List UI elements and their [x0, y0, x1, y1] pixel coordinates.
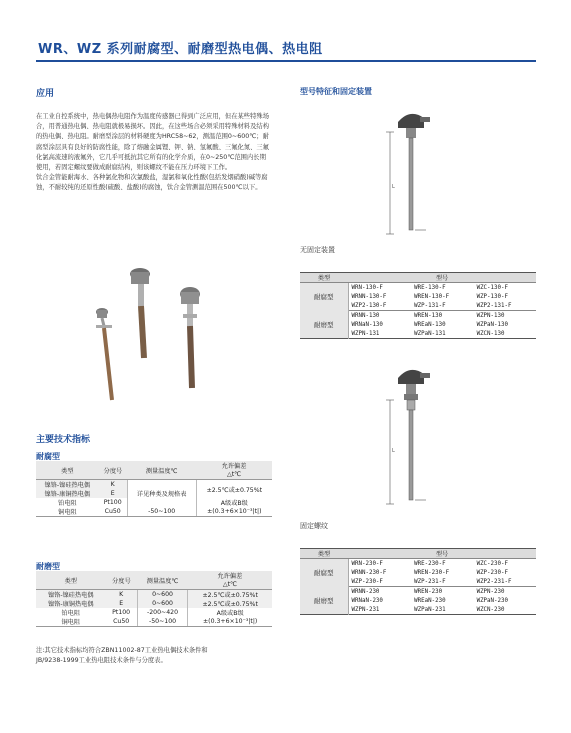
model-col-model: 型号: [348, 273, 536, 283]
product-photo: [84, 248, 234, 420]
graduation-cell: Cu50: [99, 507, 128, 517]
application-heading: 应用: [36, 89, 55, 99]
tolerance-cell: A级或B级: [196, 498, 272, 507]
application-para-2: 钛合金管能耐海水、各种氯化物和次氯酸盐，湿氯和氧化性酸(包括发烟硝酸)碱等腐蚀，不耐较纯的还原性酸(硫酸、盐酸)的腐蚀，钛合金管测温范围在500℃以下。: [36, 174, 268, 192]
page-title: WR、WZ 系列耐腐型、耐磨型热电偶、热电阻: [38, 42, 323, 57]
spec-note-line-1: 注:其它技术指标均符合ZBN11002-87工业热电偶技术条件和: [36, 647, 208, 654]
model-cell: WZPN-230: [476, 588, 505, 595]
graduation-cell: Pt100: [103, 499, 122, 506]
application-para-1: 在工业自控系统中，热电偶热电阻作为温度传感器已得到广泛应用，但在某些特殊场合，用普通热电偶、热电阻就极易损坏。因此，在这些场合必须采用特殊材料及结构的热电偶、热电阻。耐磨型涂层的材料硬度为HRC58~62，测温范围0~600℃；耐腐型涂层具有良好的防腐性能，除了熔融金属锂、钾、钠、氢氟酸、三氟化氮、三氟化氯高流速的液氟外，它几乎可抵抗其它所有的化学介质，在0~250℃范围内长期使用，若固定螺纹要做成耐腐结构，则该螺纹不能在压力环境下工作。: [36, 113, 269, 172]
wear-spec-table: [36, 571, 272, 627]
table-row: [300, 283, 536, 293]
sensor-photo-1: [96, 308, 112, 400]
model-cell: WZCN-230: [476, 606, 505, 613]
tolerance-cell: ±2.5℃或±0.75%t: [196, 480, 272, 499]
model-cell: WRNN-230: [351, 588, 380, 595]
col-type: 类型: [36, 571, 106, 590]
model-cell: WZPaN-131: [414, 330, 446, 337]
wear-heading: 耐磨型: [36, 562, 60, 571]
type-cell: 铂电阻: [61, 610, 81, 617]
temp-cell: -50~100: [137, 617, 188, 627]
type-cell: 铂电阻: [58, 500, 77, 507]
model-cell: WRNaN-130: [351, 321, 383, 328]
graduation-cell: K: [99, 480, 128, 490]
graduation-cell: Pt100: [112, 609, 131, 616]
tolerance-cell: ±(0.3+6×10⁻³|t|): [196, 507, 272, 517]
model-cell: WZP-131-F: [411, 301, 473, 311]
model-cell: WRNN-130-F: [351, 293, 387, 300]
col-tolerance: 允许偏差: [196, 461, 272, 470]
model-cell: WZC-130-F: [476, 284, 508, 291]
model-category: 耐磨型: [300, 587, 348, 615]
tolerance-cell: ±(0.3+6×10⁻³|t|): [188, 617, 272, 627]
model-col-type: 类型: [300, 273, 348, 283]
table-row: [36, 617, 272, 627]
unfixed-caption: 无固定装置: [300, 246, 335, 254]
model-cell: WZP-230-F: [348, 577, 411, 587]
model-cell: WZP2-231-F: [474, 577, 536, 587]
model-cell: WZPaN-231: [414, 606, 446, 613]
model-cell: WZCN-130: [476, 330, 505, 337]
thread-caption: 固定螺纹: [300, 522, 328, 530]
model-cell: WZP2-130-F: [348, 301, 411, 311]
table-row: [36, 599, 272, 608]
model-cell: WZPN-231: [351, 606, 380, 613]
model-table-unfixed: [300, 272, 536, 339]
model-cell: WRNN-230-F: [351, 569, 387, 576]
unfixed-sensor-drawing: [380, 104, 440, 240]
svg-text:L: L: [392, 448, 395, 454]
model-cell: WREN-130: [414, 312, 443, 319]
tolerance-cell: ±2.5℃或±0.75%t: [188, 590, 272, 600]
model-cell: WRNaN-230: [351, 597, 383, 604]
model-cell: WRN-130-F: [351, 284, 383, 291]
model-cell: WRN-230-F: [351, 560, 383, 567]
type-cell: 镍铬-康铜热电偶: [36, 489, 99, 498]
temp-cell: 0~600: [137, 590, 188, 600]
temp-cell: 0~600: [137, 599, 188, 608]
model-category: 耐腐型: [300, 559, 348, 587]
spec-note-line-2: JB/9238-1999工业热电阻技术条件与分度表。: [36, 657, 167, 664]
application-text: [36, 112, 272, 194]
spec-note: [36, 646, 276, 666]
table-row: [300, 587, 536, 597]
col-graduation: 分度号: [106, 571, 138, 590]
table-row: [36, 480, 272, 490]
model-cell: WREaN-130: [414, 321, 446, 328]
model-cell: WRE-130-F: [414, 284, 446, 291]
col-temp: 测量温度℃: [137, 571, 188, 590]
model-cell: WZPaN-130: [476, 321, 508, 328]
model-cell: WREN-130-F: [414, 293, 450, 300]
temp-cell: 详见种类及规格表: [127, 480, 196, 508]
model-cell: WZPN-130: [476, 312, 505, 319]
thread-sensor-drawing: [380, 360, 440, 510]
title-divider: [36, 60, 536, 62]
graduation-cell: E: [99, 489, 128, 498]
model-cell: WRE-230-F: [414, 560, 446, 567]
table-row: [300, 559, 536, 569]
model-cell: WZP-230-F: [476, 569, 508, 576]
model-cell: WZP2-131-F: [474, 301, 536, 311]
table-row: [36, 608, 272, 617]
model-category: 耐磨型: [300, 311, 348, 339]
col-tolerance: 允许偏差: [188, 571, 272, 580]
sensor-photo-2: [130, 268, 150, 358]
model-cell: WREN-230-F: [414, 569, 450, 576]
corrosion-heading: 耐腐型: [36, 452, 60, 461]
sensor-photo-3: [180, 287, 200, 388]
model-col-model: 型号: [348, 549, 536, 559]
type-cell: 铜电阻: [36, 507, 99, 517]
table-row: [36, 507, 272, 517]
model-cell: WZP-231-F: [411, 577, 473, 587]
table-row: [300, 311, 536, 321]
models-heading: 型号特征和固定装置: [300, 87, 372, 96]
model-cell: WZP-130-F: [476, 293, 508, 300]
model-cell: WZPN-131: [351, 330, 380, 337]
model-table-thread: [300, 548, 536, 615]
svg-text:L: L: [392, 184, 395, 190]
temp-cell: -200~420: [137, 608, 188, 617]
specs-heading: 主要技术指标: [36, 435, 91, 445]
temp-cell: -50~100: [127, 507, 196, 517]
model-cell: WZPaN-230: [476, 597, 508, 604]
col-tolerance-unit: △t℃: [188, 580, 272, 590]
model-cell: WRNN-130: [351, 312, 380, 319]
col-temp: 测量温度℃: [127, 461, 196, 480]
col-graduation: 分度号: [99, 461, 128, 480]
type-cell: 镍铬-镍硅热电偶: [36, 480, 99, 490]
graduation-cell: E: [106, 599, 138, 608]
model-cell: WREN-230: [414, 588, 443, 595]
corrosion-spec-table: [36, 461, 272, 517]
graduation-cell: K: [106, 590, 138, 600]
model-cell: WREaN-230: [414, 597, 446, 604]
type-cell: 镍铬-镍硅热电偶: [36, 590, 106, 600]
table-row: [36, 590, 272, 600]
col-tolerance-unit: △t℃: [196, 470, 272, 480]
tolerance-cell: A级或B级: [188, 608, 272, 617]
model-category: 耐腐型: [300, 283, 348, 311]
model-cell: WZC-230-F: [476, 560, 508, 567]
tolerance-cell: ±2.5℃或±0.75%t: [188, 599, 272, 608]
type-cell: 铜电阻: [36, 617, 106, 627]
col-type: 类型: [36, 461, 99, 480]
type-cell: 镍铬-康铜热电偶: [36, 599, 106, 608]
graduation-cell: Cu50: [106, 617, 138, 627]
model-col-type: 类型: [300, 549, 348, 559]
